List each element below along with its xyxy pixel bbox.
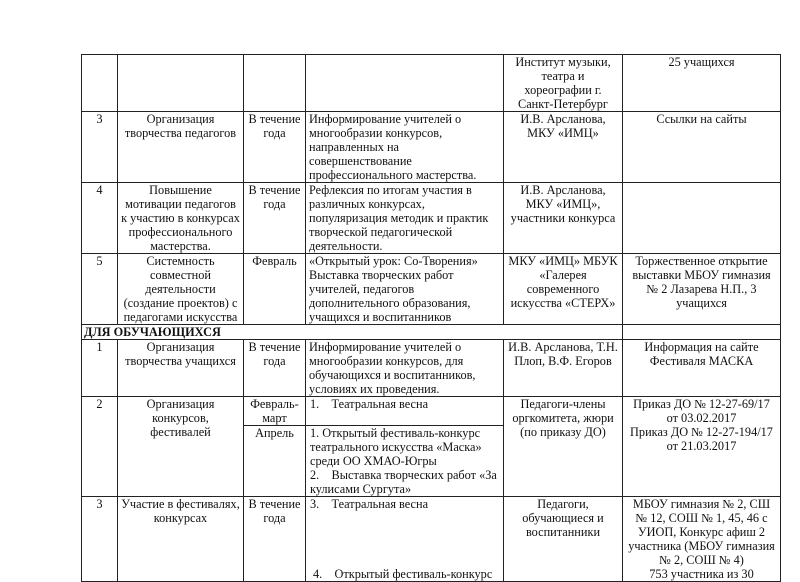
cell-result <box>623 497 781 582</box>
cell-period: В течение года <box>244 183 306 254</box>
cell-responsible: И.В. Арсланова, МКУ «ИМЦ» <box>504 112 623 183</box>
content-item: 4. Открытый фестиваль-конкурс <box>313 567 493 581</box>
cell-num: 2 <box>82 397 118 497</box>
cell-title: Системность совместной деятельности (создание проектов) с педагогами искусства <box>118 254 244 325</box>
cell-title: Участие в фестивалях, конкурсах <box>118 497 244 582</box>
cell-responsible: МКУ «ИМЦ» МБУК «Галерея современного искусства «СТЕРХ» <box>504 254 623 325</box>
cell-period: Февраль <box>244 254 306 325</box>
section-row <box>82 325 781 340</box>
table-row <box>82 55 781 112</box>
cell-responsible: Институт музыки, театра и хореографии г. Санкт-Петербург <box>504 55 623 112</box>
cell-num: 3 <box>82 497 118 582</box>
table-row <box>82 397 781 426</box>
cell-content: Рефлексия по итогам участия в различных конкурсах, популяризация методик и практик творческой педагогической деятельности. <box>306 183 504 254</box>
cell-num: 1 <box>82 340 118 397</box>
cell-result: 25 учащихся <box>623 55 781 112</box>
cell-num: 4 <box>82 183 118 254</box>
cell-content: Информирование учителей о многообразии конкурсов, для обучающихся и воспитанников, условиях их проведения. <box>306 340 504 397</box>
cell-content: 1. Театральная весна <box>306 397 504 426</box>
cell-responsible: И.В. Арсланова, Т.Н. Плоп, В.Ф. Егоров <box>504 340 623 397</box>
cell-responsible: Педагоги-члены оргкомитета, жюри (по приказу ДО) <box>504 397 623 497</box>
cell-title: Организация творчества учащихся <box>118 340 244 397</box>
cell-content: «Открытый урок: Со-Творения» Выставка творческих работ учителей, педагогов дополнительного образования, учащихся и воспитанников <box>306 254 504 325</box>
result-order-2: Приказ ДО № 12-27-194/17 от 21.03.2017 <box>630 425 773 453</box>
table-row <box>82 497 781 582</box>
cell-period: В течение года <box>244 112 306 183</box>
result-text: МБОУ гимназия № 2, СШ № 12, СОШ № 1, 45, 46 с УИОП, Конкурс афиш 2 участника (МБОУ гимназия № 2, СОШ № 4) <box>628 497 775 567</box>
cell-title: Организация творчества педагогов <box>118 112 244 183</box>
cell-num: 3 <box>82 112 118 183</box>
cell-period: В течение года <box>244 340 306 397</box>
cell-responsible: И.В. Арсланова, МКУ «ИМЦ», участники конкурса <box>504 183 623 254</box>
cell-period: В течение года <box>244 497 306 582</box>
content-item: 2. Выставка творческих работ «За кулисами Сургута» <box>310 468 500 496</box>
cell-period: Февраль-март <box>244 397 306 426</box>
cell-responsible: Педагоги, обучающиеся и воспитанники <box>504 497 623 582</box>
cell-result: Информация на сайте Фестиваля МАСКА <box>623 340 781 397</box>
result-count: 753 участника из 30 <box>649 567 754 581</box>
cell-result <box>623 183 781 254</box>
table-row <box>82 183 781 254</box>
content-item: 3. Театральная весна <box>310 497 429 511</box>
cell-result <box>623 397 781 497</box>
section-title: ДЛЯ ОБУЧАЮЩИХСЯ <box>82 325 623 340</box>
events-table <box>81 54 781 582</box>
cell-content <box>306 497 504 582</box>
cell-title: Повышение мотивации педагогов к участию в конкурсах профессионального мастерства. <box>118 183 244 254</box>
cell-period: Апрель <box>244 426 306 497</box>
table-row <box>82 340 781 397</box>
result-order-1: Приказ ДО № 12-27-69/17 от 03.02.2017 <box>633 397 770 425</box>
cell-result: Торжественное открытие выставки МБОУ гимназия № 2 Лазарева Н.П., 3 учащихся <box>623 254 781 325</box>
cell-title: Организация конкурсов, фестивалей <box>118 397 244 497</box>
cell-num: 5 <box>82 254 118 325</box>
cell-content <box>306 55 504 112</box>
cell-empty <box>623 325 781 340</box>
cell-title <box>118 55 244 112</box>
cell-result: Ссылки на сайты <box>623 112 781 183</box>
cell-content <box>306 426 504 497</box>
content-item: 1. Открытый фестиваль-конкурс театрального искусства «Маска» среди ОО ХМАО-Югры <box>310 426 482 468</box>
cell-period <box>244 55 306 112</box>
table-row <box>82 112 781 183</box>
table-row <box>82 254 781 325</box>
cell-content: Информирование учителей о многообразии конкурсов, направленных на совершенствование профессионального мастерства. <box>306 112 504 183</box>
cell-num <box>82 55 118 112</box>
